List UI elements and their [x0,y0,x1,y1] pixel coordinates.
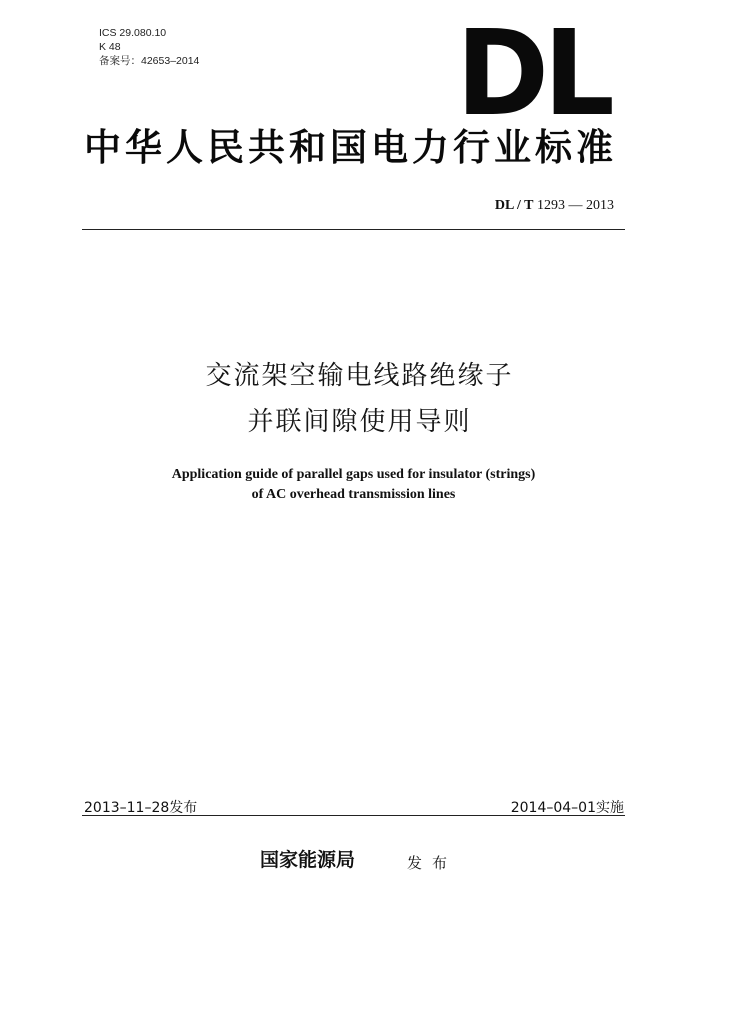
release-date: 2013–11–28发布 [84,800,198,816]
k-code: K 48 [99,41,121,53]
top-divider [82,229,625,230]
english-title-line-2: of AC overhead transmission lines [251,487,456,502]
chinese-title-line-1: 交流架空输电线路绝缘子 [205,361,514,391]
effective-date: 2014–04–01实施 [510,800,624,816]
dl-logo: DL [456,4,610,142]
standard-number [495,198,614,214]
org-title: 中华人民共和国电力行业标准 [84,125,617,169]
classification-block [99,26,199,68]
standard-code: DL / T [494,198,534,213]
english-title-line-1: Application guide of parallel gaps used for insulator (strings) [171,467,536,482]
record-number: 备案号：42653–2014 [99,55,200,67]
standard-year-number: 1293 — 2013 [537,198,614,213]
chinese-title-line-2: 并联间隙使用导则 [247,407,472,437]
publisher-name: 国家能源局 [260,849,356,871]
publisher-action: 发布 [407,854,458,872]
ics-code: ICS 29.080.10 [99,27,167,39]
bottom-divider [82,815,625,816]
